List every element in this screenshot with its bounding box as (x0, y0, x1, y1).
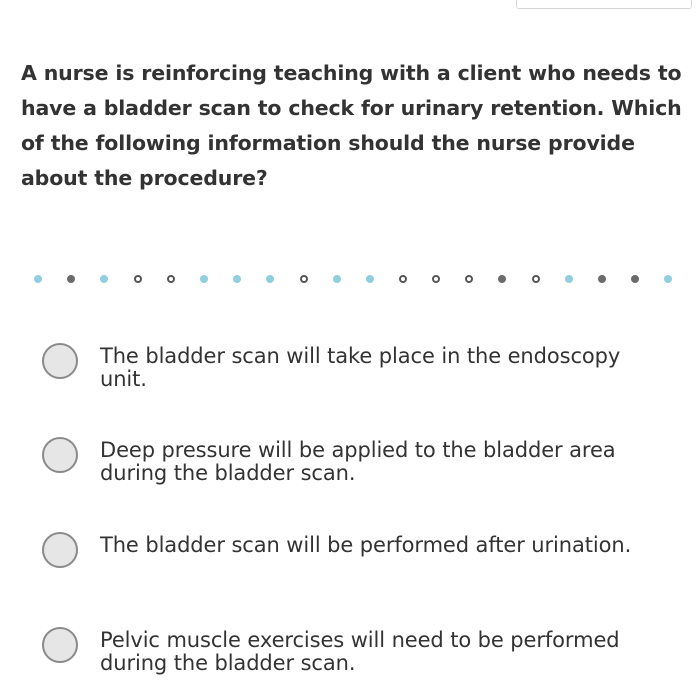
question-progress-dots (0, 273, 697, 287)
radio-button-2[interactable] (42, 437, 78, 473)
progress-dot-10[interactable] (333, 275, 341, 283)
progress-dot-6[interactable] (200, 275, 208, 283)
answer-option-4[interactable] (42, 626, 662, 682)
answer-option-1[interactable] (42, 342, 662, 398)
progress-dot-4[interactable] (134, 275, 142, 283)
progress-dot-13[interactable] (432, 275, 440, 283)
answer-option-2[interactable] (42, 436, 662, 492)
progress-dot-12[interactable] (399, 275, 407, 283)
progress-dot-14[interactable] (465, 275, 473, 283)
answer-option-label: Pelvic muscle exercises will need to be performed during the bladder scan. (100, 628, 620, 675)
progress-dot-5[interactable] (167, 275, 175, 283)
progress-dot-8[interactable] (266, 275, 274, 283)
radio-button-3[interactable] (42, 532, 78, 568)
answer-option-label: The bladder scan will take place in the endoscopy unit. (100, 344, 621, 391)
progress-dot-1[interactable] (34, 275, 42, 283)
progress-dot-20[interactable] (664, 275, 672, 283)
top-toolbar-box[interactable] (516, 0, 692, 9)
answer-option-3[interactable] (42, 531, 662, 587)
progress-dot-9[interactable] (300, 275, 308, 283)
progress-dot-15[interactable] (498, 275, 506, 283)
progress-dot-17[interactable] (565, 275, 573, 283)
progress-dot-7[interactable] (233, 275, 241, 283)
progress-dot-19[interactable] (631, 275, 639, 283)
answer-option-label: Deep pressure will be applied to the bladder area during the bladder scan. (100, 438, 616, 485)
radio-button-1[interactable] (42, 343, 78, 379)
progress-dot-18[interactable] (598, 275, 606, 283)
progress-dot-2[interactable] (67, 275, 75, 283)
progress-dot-3[interactable] (100, 275, 108, 283)
radio-button-4[interactable] (42, 627, 78, 663)
answer-option-label: The bladder scan will be performed after urination. (100, 533, 632, 557)
question-text: A nurse is reinforcing teaching with a client who needs to have a bladder scan to check for urinary retention. Which of the following information should the nurse provide about the procedure? (21, 61, 682, 190)
progress-dot-16[interactable] (532, 275, 540, 283)
progress-dot-11[interactable] (366, 275, 374, 283)
